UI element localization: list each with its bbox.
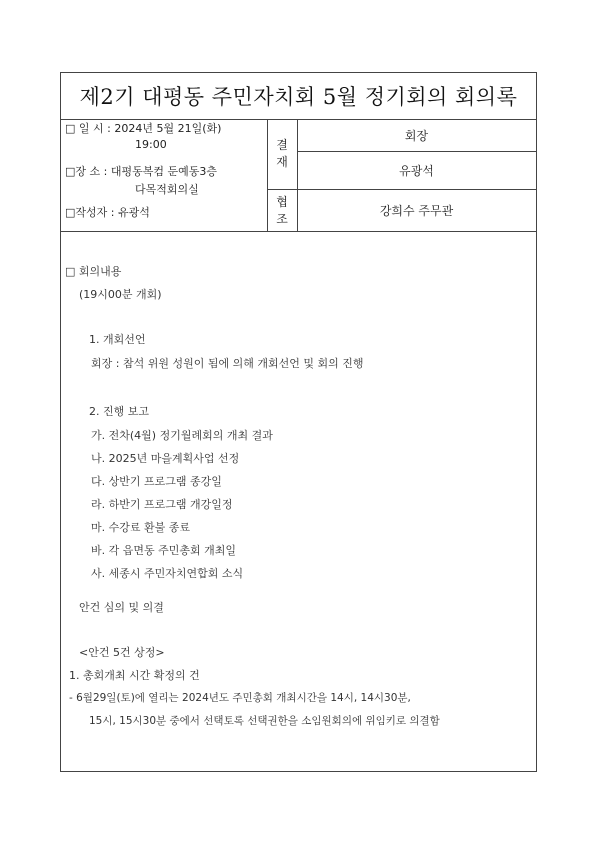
meeting-time: 19:00 — [135, 138, 167, 151]
item2-heading: 2. 진행 보고 — [89, 405, 149, 418]
document-title: 제2기 대평동 주민자치회 5월 정기회의 회의록 — [79, 85, 518, 109]
item1-heading: 1. 개회선언 — [89, 333, 146, 346]
approval-signer: 유광석 — [399, 164, 434, 178]
info-table — [61, 119, 536, 232]
meeting-info — [61, 119, 268, 231]
approval-label-column — [267, 119, 298, 231]
approval-label-char1: 결 — [276, 138, 288, 152]
approval-role: 회장 — [404, 128, 429, 143]
agenda1-line1: - 6월29일(토)에 열리는 2024년도 주민총회 개최시간을 14시, 14시30분, — [69, 692, 411, 704]
report-item: 사. 세종시 주민자치연합회 소식 — [91, 567, 244, 580]
report-item: 가. 전차(4월) 정기월례회의 개최 결과 — [91, 429, 273, 442]
title-row — [61, 73, 536, 120]
cooperation-label-char1: 협 — [276, 194, 288, 209]
meeting-date: □ 일 시 : 2024년 5월 21일(화) — [65, 122, 222, 135]
item1-text: 회장 : 참석 위원 성원이 됨에 의해 개회선언 및 회의 진행 — [91, 357, 364, 370]
cooperation-label-char2: 조 — [276, 211, 288, 226]
cooperation-officer: 강희수 주무관 — [379, 204, 454, 218]
meeting-place-room: 다목적회의실 — [135, 183, 199, 196]
section-heading: □ 회의내용 — [65, 265, 122, 278]
report-item: 나. 2025년 마을계획사업 선정 — [91, 452, 240, 465]
meeting-place: □장 소 : 대평동복컴 둔예동3층 — [65, 165, 217, 178]
report-item: 다. 상반기 프로그램 종강일 — [91, 475, 222, 488]
report-item: 라. 하반기 프로그램 개강일정 — [91, 498, 233, 511]
agenda-heading: 안건 심의 및 의결 — [79, 601, 164, 614]
agenda1-heading: 1. 총회개최 시간 확정의 건 — [69, 669, 200, 682]
cooperation-label — [267, 190, 297, 231]
report-item: 마. 수강료 환불 종료 — [91, 521, 190, 534]
approval-label — [267, 119, 297, 189]
agenda1-line2: 15시, 15시30분 중에서 선택토록 선택권한을 소임원회의에 위임키로 의결함 — [89, 715, 440, 727]
approval-label-char2: 재 — [276, 155, 288, 169]
meeting-author: □작성자 : 유광석 — [65, 206, 150, 219]
report-item: 바. 각 읍면동 주민총회 개최일 — [91, 544, 236, 557]
agenda-count: <안건 5건 상정> — [79, 646, 165, 659]
minutes-document — [60, 72, 537, 772]
opening-time: (19시00분 개회) — [79, 288, 162, 301]
approval-value-column — [297, 119, 536, 231]
